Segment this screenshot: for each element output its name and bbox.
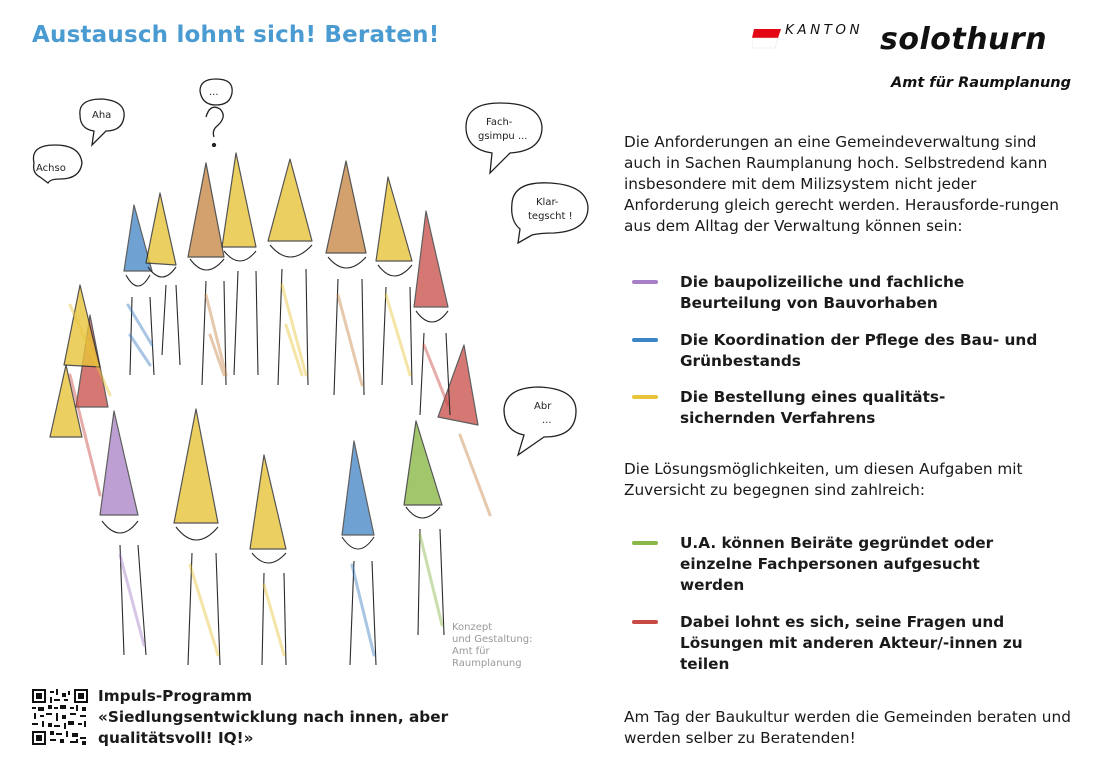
challenge-text: Die baupolizeiliche und fachliche Beurteilung von Bauvorhaben [680,273,965,312]
office-name: Amt für Raumplanung [890,75,1071,91]
intro-paragraph: Die Anforderungen an eine Gemeindeverwaltung sind auch in Sachen Raumplanung hoch. Selbstredend kann insbesondere mit dem Milizsystem nicht jeder Anforderung gleich gerecht werden. Herausforde-rungen aus dem Alltag der Verwaltung können sein: [624,133,1059,235]
speech-bubble [80,99,124,145]
bubble-text-abr: Abr [534,401,552,412]
credit-line: Amt für [452,646,490,657]
bubble-text-dots: ... [209,87,219,98]
page-headline: Austausch lohnt sich! Beraten! [32,22,440,48]
bullet-mark-icon [632,620,658,624]
bubble-text-gsimpu: gsimpu ... [478,131,528,142]
challenge-text: Die Bestellung eines qualitäts-sichernden Verfahrens [680,388,946,427]
challenge-text: Die Koordination der Pflege des Bau- und Grünbestands [680,331,1038,370]
closing-paragraph: Am Tag der Baukultur werden die Gemeinden beraten und werden selber zu Beratenden! [624,708,1071,747]
solution-text: Dabei lohnt es sich, seine Fragen und Lösungen mit anderen Akteur/-innen zu teilen [680,613,1023,673]
bullet-mark-icon [632,395,658,399]
gnome-circle-illustration [20,75,610,685]
question-mark-icon [206,107,223,137]
logo-kanton-text: KANTON [785,22,864,38]
program-subtitle: «Siedlungsentwicklung nach innen, aber qualitätsvoll! IQ!» [98,708,449,747]
solution-text: U.A. können Beiräte gegründet oder einzelne Fachpersonen aufgesucht werden [680,534,994,594]
bullet-mark-icon [632,541,658,545]
bubble-text-tegscht: tegscht ! [528,211,573,222]
program-title: Impuls-Programm [98,687,253,705]
bubble-text-fach: Fach- [486,117,513,128]
credit-line: Konzept [452,622,493,633]
bullet-mark-icon [632,280,658,284]
logo-solothurn-text: solothurn [880,22,1048,57]
bubble-text-aha: Aha [92,110,112,121]
qr-code-icon [32,689,88,745]
bubble-text-klar: Klar- [536,197,559,208]
bubble-text-abr-dots: ... [542,415,552,426]
canton-logo [752,22,1082,72]
bullet-mark-icon [632,338,658,342]
credit-line: Raumplanung [452,658,522,669]
credit-line: und Gestaltung: [452,634,533,645]
solutions-intro: Die Lösungsmöglichkeiten, um diesen Aufgaben mit Zuversicht zu begegnen sind zahlreich: [624,460,1023,499]
canton-flag-icon [752,28,782,50]
illustration-credit [452,622,562,670]
speech-bubble [504,387,576,455]
bubble-text-achso: Achso [36,163,66,174]
